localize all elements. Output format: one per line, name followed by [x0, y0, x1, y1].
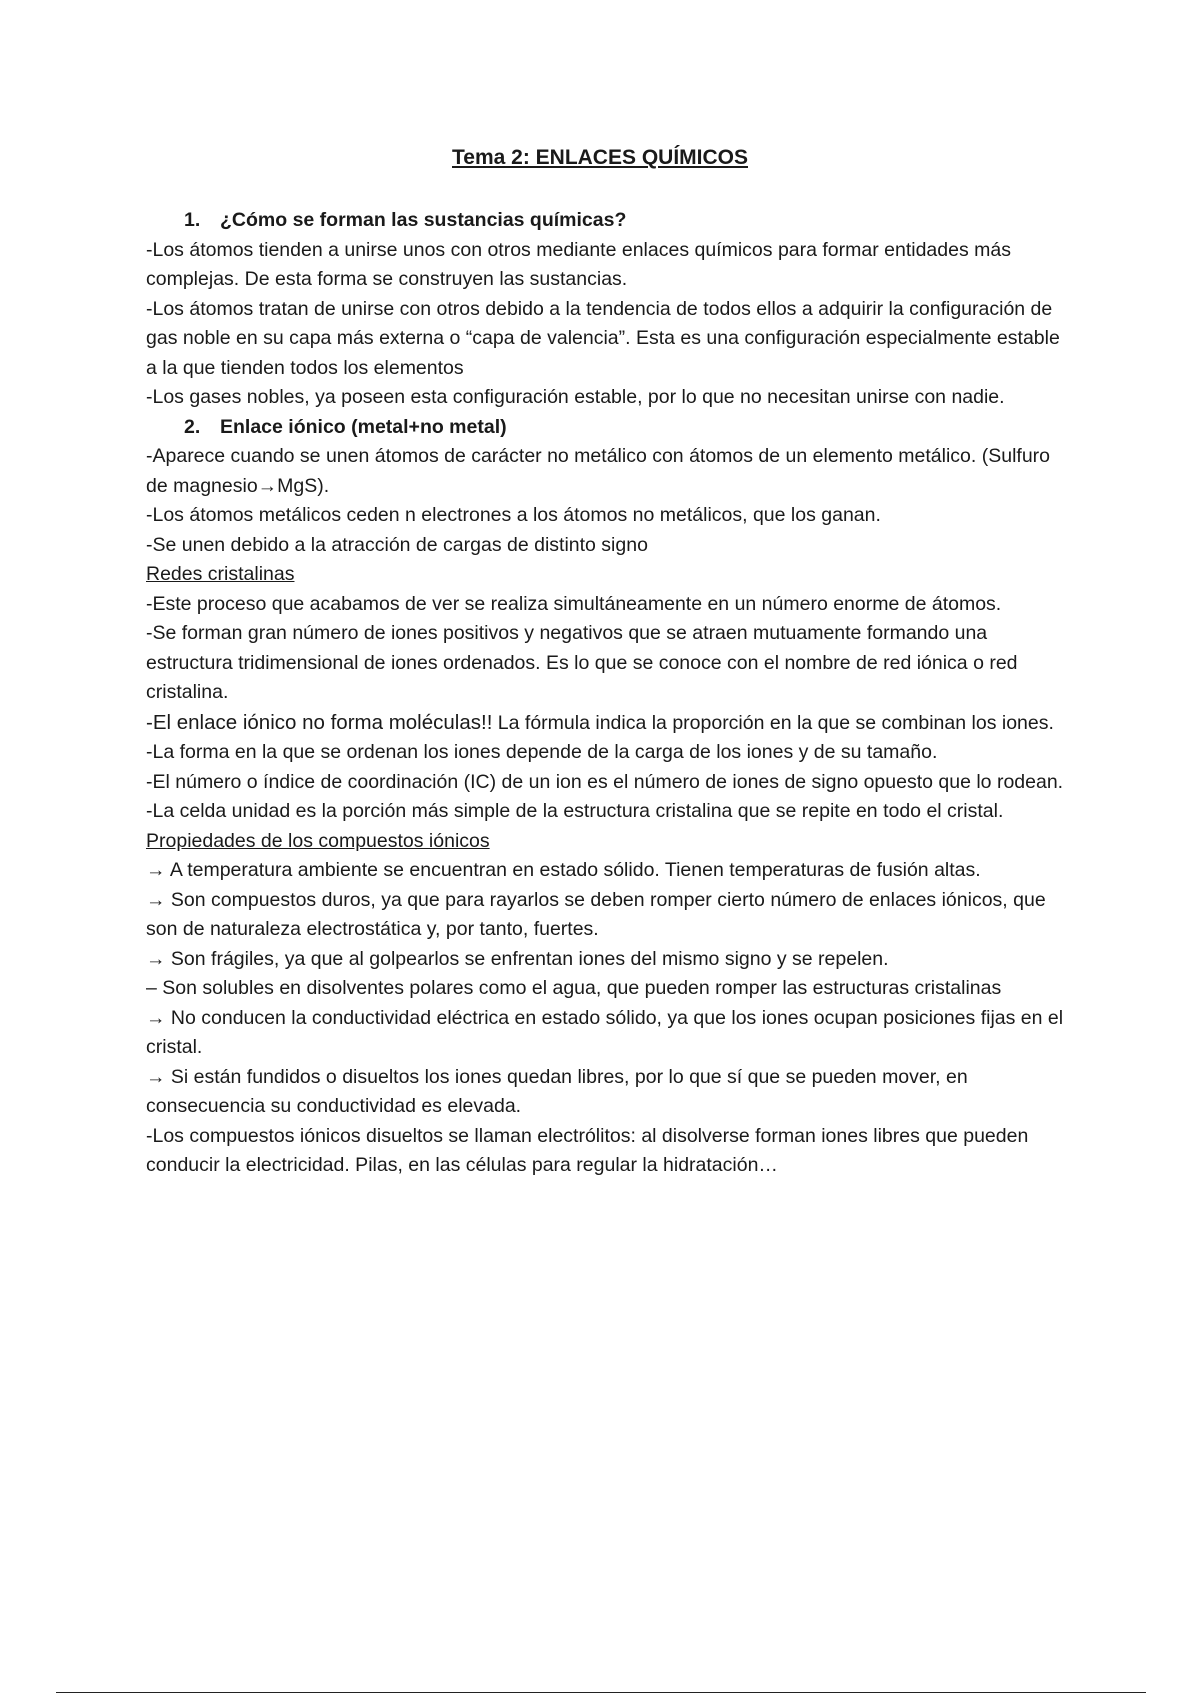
propiedades-item: → Son compuestos duros, ya que para rayarlos se deben romper cierto número de enlaces iónicos, que son de naturaleza electrostática y, por tanto, fuertes. [146, 888, 1046, 940]
redes-paragraph: -La forma en la que se ordenan los iones depende de la carga de los iones y de su tamaño. [146, 741, 938, 763]
redes-paragraph: -Este proceso que acabamos de ver se realiza simultáneamente en un número enorme de átomos. [146, 592, 1002, 615]
redes-cristalinas-heading: Redes cristalinas [146, 563, 295, 585]
section-1-paragraph: -Los gases nobles, ya poseen esta configuración estable, por lo que no necesitan unirse con nadie. [146, 386, 1005, 408]
propiedades-item: → Si están fundidos o disueltos los iones quedan libres, por lo que sí que se pueden mover, en consecuencia su conductividad es elevada. [146, 1065, 968, 1117]
page-title: Tema 2: ENLACES QUÍMICOS [452, 146, 748, 169]
redes-paragraph-text: La fórmula indica la proporción en la que se combinan los iones. [492, 711, 1054, 734]
redes-paragraph: -El número o índice de coordinación (IC) de un ion es el número de iones de signo opuesto que lo rodean. [146, 770, 1064, 793]
section-1-paragraph: -Los átomos tratan de unirse con otros debido a la tendencia de todos ellos a adquirir la configuración de gas noble en su capa más externa o “capa de valencia”. Esta es una configuración especialmente estable a la que tienden todos los elementos [146, 297, 1060, 379]
section-2-title: Enlace iónico (metal+no metal) [220, 415, 507, 438]
redes-paragraph [146, 708, 1066, 739]
section-2-paragraph: -Se unen debido a la atracción de cargas de distinto signo [146, 533, 648, 556]
redes-emphasis: -El enlace iónico no forma moléculas!! [146, 710, 493, 734]
section-1-heading [146, 206, 1066, 236]
propiedades-item: – Son solubles en disolventes polares como el agua, que pueden romper las estructuras cristalinas [146, 977, 1002, 999]
footer-divider [56, 1692, 1146, 1693]
section-1-paragraph: -Los átomos tienden a unirse unos con otros mediante enlaces químicos para formar entidades más complejas. De esta forma se construyen las sustancias. [146, 238, 1011, 290]
section-2-number: 2. [184, 415, 201, 438]
propiedades-item: → No conducen la conductividad eléctrica en estado sólido, ya que los iones ocupan posiciones fijas en el cristal. [146, 1006, 1064, 1058]
section-2-paragraph: -Los átomos metálicos ceden n electrones a los átomos no metálicos, que los ganan. [146, 504, 881, 526]
section-1-number: 1. [184, 209, 201, 231]
section-2-heading [146, 413, 1066, 443]
propiedades-item: -Los compuestos iónicos disueltos se llaman electrólitos: al disolverse forman iones libres que pueden conducir la electricidad. Pilas, en las células para regular la hidratación… [146, 1124, 1029, 1176]
propiedades-item: → Son frágiles, ya que al golpearlos se enfrentan iones del mismo signo y se repelen. [146, 947, 889, 970]
section-1-title: ¿Cómo se forman las sustancias químicas? [220, 209, 627, 231]
propiedades-heading: Propiedades de los compuestos iónicos [146, 829, 490, 852]
section-2-paragraph: -Aparece cuando se unen átomos de carácter no metálico con átomos de un elemento metálico. (Sulfuro de magnesio→MgS). [146, 445, 1051, 497]
redes-paragraph: -La celda unidad es la porción más simple de la estructura cristalina que se repite en todo el cristal. [146, 800, 1004, 822]
redes-paragraph: -Se forman gran número de iones positivos y negativos que se atraen mutuamente formando una estructura tridimensional de iones ordenados. Es lo que se conoce con el nombre de red iónica o red cristalina. [146, 622, 1018, 703]
document-body [146, 206, 1066, 1181]
propiedades-item: → A temperatura ambiente se encuentran en estado sólido. Tienen temperaturas de fusión altas. [146, 859, 981, 881]
